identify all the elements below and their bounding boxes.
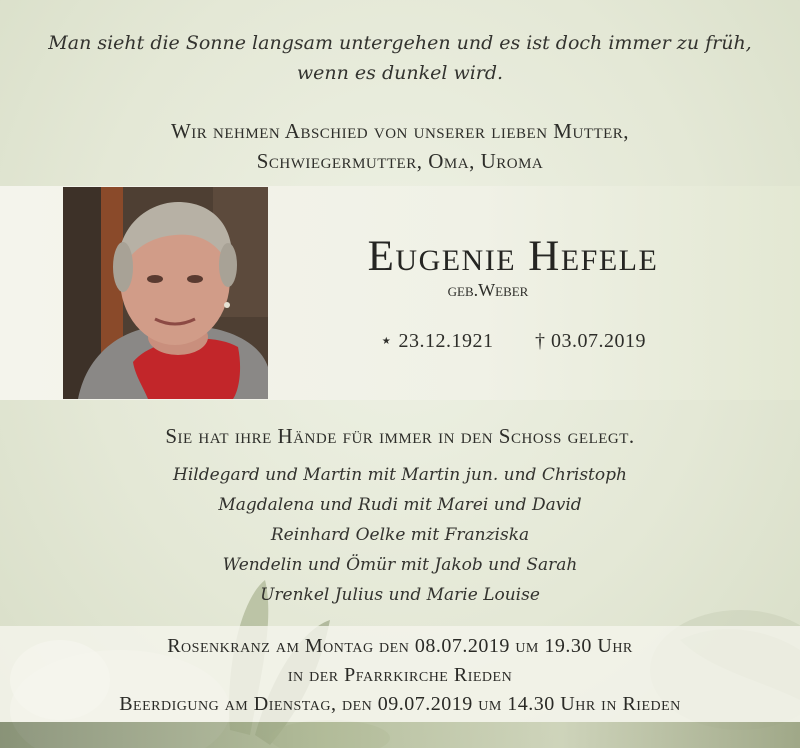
death-date: † 03.07.2019 (535, 330, 647, 352)
service-line-3: Beerdigung am Dienstag, den 09.07.2019 um 14.30 Uhr in Rieden (119, 693, 681, 715)
intro-text (0, 116, 800, 176)
mourners-list (0, 460, 800, 610)
mourner-entry: Wendelin und Ömür mit Jakob und Sarah (222, 555, 578, 575)
birth-date: ⋆ 23.12.1921 (379, 330, 494, 352)
life-dates (268, 328, 758, 353)
quote-line-2: wenn es dunkel wird. (296, 62, 504, 84)
mourner-entry: Hildegard und Martin mit Martin jun. und Christoph (173, 465, 627, 485)
mourner-entry: Magdalena und Rudi mit Marei und David (218, 495, 582, 515)
intro-line-1: Wir nehmen Abschied von unserer lieben Mutter, (170, 119, 630, 143)
bottom-foliage (0, 722, 800, 748)
service-line-2: in der Pfarrkirche Rieden (287, 664, 513, 686)
birth-name: geb.Weber (447, 280, 529, 300)
intro-line-2: Schwiegermutter, Oma, Uroma (256, 149, 544, 173)
portrait-photo (63, 187, 268, 399)
mourner-entry: Urenkel Julius und Marie Louise (260, 585, 540, 605)
service-line-1: Rosenkranz am Montag den 08.07.2019 um 19.30 Uhr (167, 635, 633, 657)
service-info (0, 632, 800, 719)
quote (0, 28, 800, 88)
deceased-name: Eugenie Hefele (367, 233, 659, 280)
mourner-entry: Reinhard Oelke mit Franziska (270, 525, 530, 545)
quote-line-1: Man sieht die Sonne langsam untergehen und es ist doch immer zu früh, (48, 32, 752, 54)
sub-heading: Sie hat ihre Hände für immer in den Schoss gelegt. (165, 424, 635, 448)
